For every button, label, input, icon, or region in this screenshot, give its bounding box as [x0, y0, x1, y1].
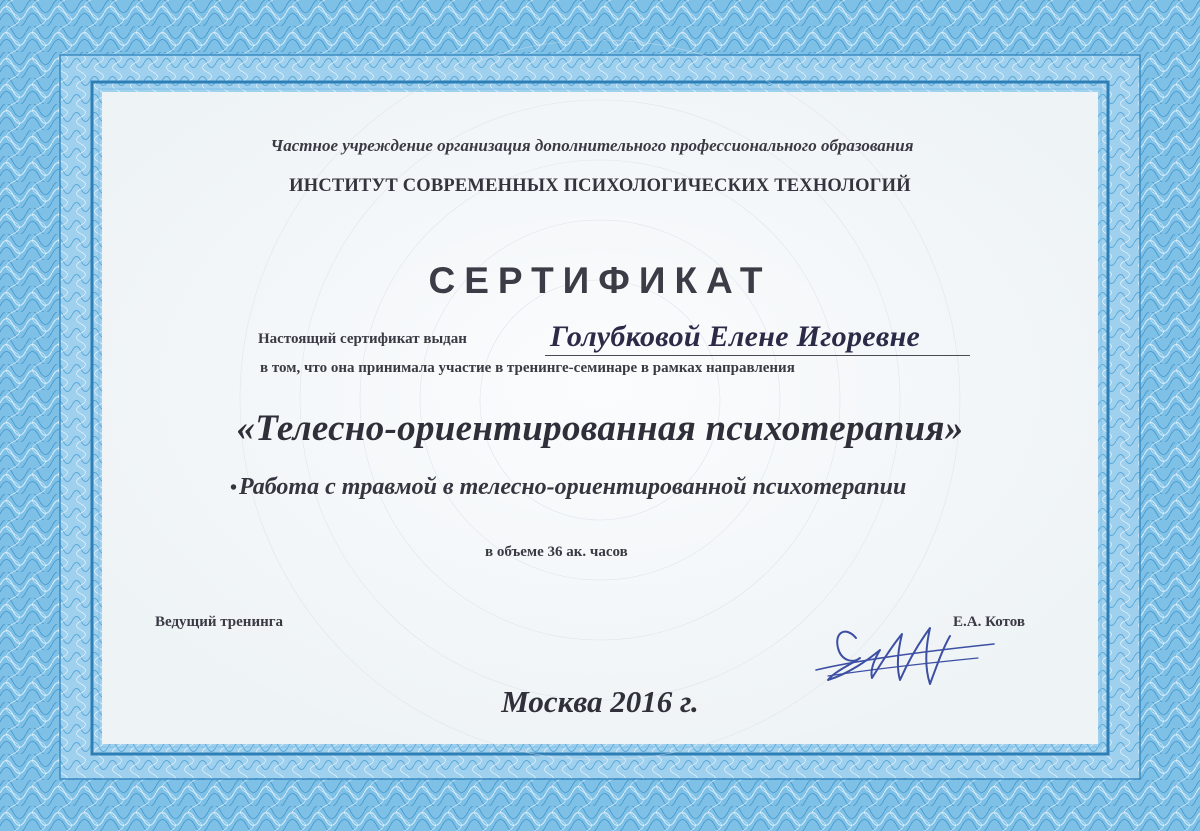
issued-to-label: Настоящий сертификат выдан — [258, 331, 467, 347]
trainer-label: Ведущий тренинга — [155, 614, 284, 630]
bullet-icon: • — [230, 477, 238, 499]
city-year: Москва 2016 г. — [501, 684, 699, 719]
topic-text: Работа с травмой в телесно-ориентированной психотерапии — [239, 474, 907, 500]
hours-text: в объеме 36 ак. часов — [485, 544, 628, 560]
institution-type: Частное учреждение организация дополнительного профессионального образования — [270, 136, 914, 155]
certificate-title: СЕРТИФИКАТ — [428, 260, 772, 301]
signature-icon — [808, 610, 998, 700]
recipient-name: Голубковой Елене Игоревне — [550, 320, 921, 353]
institute-name: ИНСТИТУТ СОВРЕМЕННЫХ ПСИХОЛОГИЧЕСКИХ ТЕХНОЛОГИЙ — [289, 176, 911, 196]
participation-text: в том, что она принимала участие в тренинге-семинаре в рамках направления — [260, 360, 795, 376]
program-title: «Телесно-ориентированная психотерапия» — [236, 408, 964, 449]
trainer-name: Е.А. Котов — [953, 614, 1025, 630]
name-underline — [545, 355, 970, 356]
topic-line — [230, 474, 1050, 501]
